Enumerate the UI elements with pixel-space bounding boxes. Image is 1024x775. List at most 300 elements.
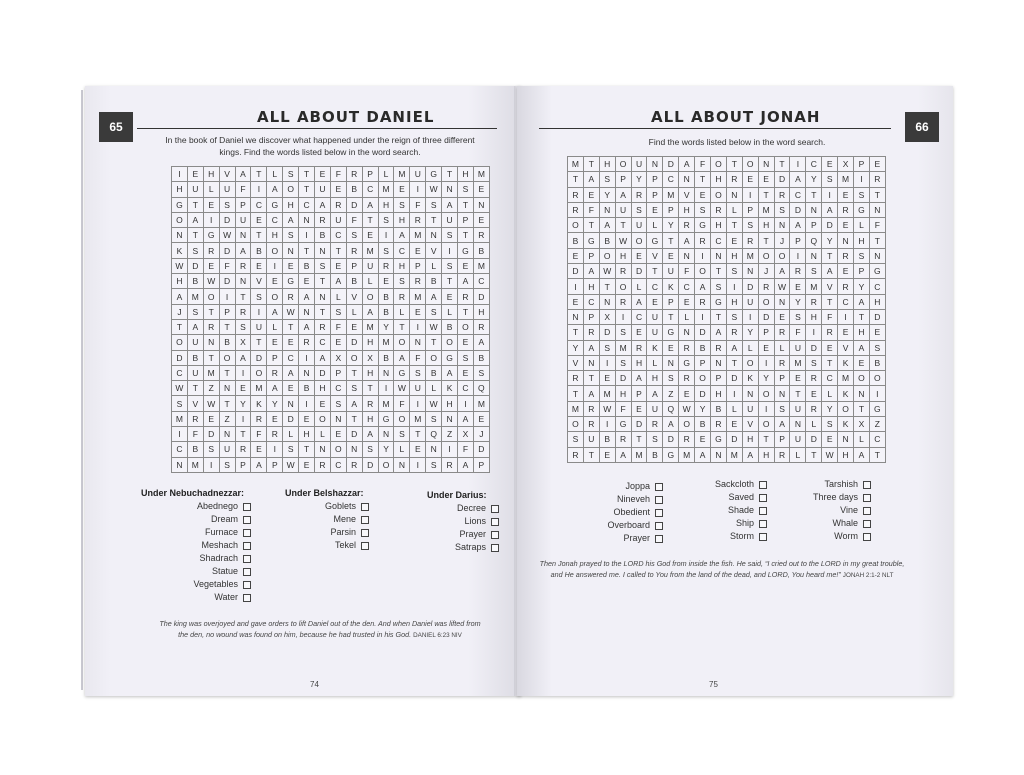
grid-letter: R <box>346 167 362 182</box>
grid-letter: H <box>711 172 727 187</box>
grid-letter: H <box>378 197 394 212</box>
checkbox-icon[interactable] <box>863 520 871 528</box>
word-label: Ship <box>735 518 754 528</box>
grid-letter: W <box>203 274 219 289</box>
grid-letter: O <box>679 417 695 432</box>
grid-letter: A <box>362 427 378 442</box>
grid-letter: R <box>711 202 727 217</box>
grid-letter: L <box>426 381 442 396</box>
grid-letter: P <box>631 386 647 401</box>
grid-letter: O <box>758 386 774 401</box>
grid-row <box>568 279 886 294</box>
grid-letter: P <box>219 304 235 319</box>
grid-letter: O <box>568 417 584 432</box>
grid-letter: E <box>378 274 394 289</box>
grid-letter: R <box>679 218 695 233</box>
grid-letter: I <box>742 309 758 324</box>
grid-letter: F <box>330 319 346 334</box>
word-search-grid <box>171 166 490 473</box>
intro-text: In the book of Daniel we discover what happened under the reign of three different kings. Find the words listed below in the word search. <box>165 135 475 157</box>
checkbox-icon[interactable] <box>863 533 871 541</box>
grid-letter: T <box>854 401 870 416</box>
checkbox-icon[interactable] <box>863 494 871 502</box>
grid-letter: D <box>473 289 489 304</box>
grid-letter: N <box>711 248 727 263</box>
checkbox-icon[interactable] <box>655 496 663 504</box>
grid-letter: N <box>806 248 822 263</box>
grid-letter: G <box>869 264 885 279</box>
grid-letter: N <box>283 243 299 258</box>
checkbox-icon[interactable] <box>863 507 871 515</box>
checkbox-icon[interactable] <box>759 481 767 489</box>
grid-letter: A <box>822 202 838 217</box>
checkbox-icon[interactable] <box>243 568 251 576</box>
grid-letter: M <box>394 167 410 182</box>
grid-letter: G <box>378 411 394 426</box>
word-label: Tekel <box>334 540 356 550</box>
grid-letter: N <box>838 432 854 447</box>
grid-letter: M <box>806 279 822 294</box>
grid-letter: O <box>172 212 188 227</box>
grid-letter: E <box>346 319 362 334</box>
grid-letter: T <box>822 248 838 263</box>
grid-letter: R <box>822 325 838 340</box>
grid-letter: E <box>410 243 426 258</box>
word-group-heading: Under Nebuchadnezzar: <box>141 488 245 498</box>
grid-letter: T <box>758 187 774 202</box>
grid-letter: G <box>679 355 695 370</box>
checkbox-icon[interactable] <box>361 542 369 550</box>
grid-letter: A <box>267 304 283 319</box>
grid-letter: R <box>838 248 854 263</box>
grid-letter: K <box>172 243 188 258</box>
grid-letter: O <box>362 289 378 304</box>
grid-letter: O <box>315 411 331 426</box>
grid-letter: A <box>695 279 711 294</box>
grid-row <box>172 335 490 350</box>
grid-letter: N <box>330 411 346 426</box>
grid-letter: I <box>251 304 267 319</box>
grid-letter: O <box>695 371 711 386</box>
word-list-item <box>455 515 499 528</box>
grid-letter: A <box>631 371 647 386</box>
grid-letter: L <box>442 304 458 319</box>
grid-letter: H <box>458 167 474 182</box>
grid-letter: R <box>615 432 631 447</box>
grid-letter: B <box>187 350 203 365</box>
grid-letter: L <box>203 182 219 197</box>
grid-letter: E <box>283 258 299 273</box>
grid-letter: S <box>869 340 885 355</box>
left-page <box>85 86 521 696</box>
grid-letter: O <box>774 248 790 263</box>
grid-letter: D <box>599 325 615 340</box>
grid-row <box>172 396 490 411</box>
grid-letter: B <box>378 304 394 319</box>
grid-letter: C <box>583 294 599 309</box>
grid-letter: A <box>854 294 870 309</box>
grid-letter: D <box>219 274 235 289</box>
grid-letter: P <box>458 212 474 227</box>
word-label: Satraps <box>454 542 486 552</box>
grid-letter: I <box>251 182 267 197</box>
grid-row <box>172 304 490 319</box>
grid-letter: N <box>315 442 331 457</box>
grid-letter: T <box>315 274 331 289</box>
checkbox-icon[interactable] <box>863 481 871 489</box>
word-label: Furnace <box>204 527 238 537</box>
grid-letter: M <box>790 355 806 370</box>
grid-letter: Y <box>378 442 394 457</box>
grid-letter: R <box>806 294 822 309</box>
grid-letter: I <box>410 182 426 197</box>
grid-letter: U <box>615 202 631 217</box>
grid-letter: T <box>854 309 870 324</box>
word-list-item <box>813 478 871 491</box>
grid-letter: F <box>583 202 599 217</box>
grid-letter: G <box>172 197 188 212</box>
checkbox-icon[interactable] <box>243 542 251 550</box>
grid-letter: S <box>822 172 838 187</box>
grid-letter: R <box>711 417 727 432</box>
checkbox-icon[interactable] <box>491 531 499 539</box>
grid-letter: I <box>172 427 188 442</box>
grid-letter: L <box>806 417 822 432</box>
page-footer-number: 74 <box>310 680 319 689</box>
checkbox-icon[interactable] <box>243 503 251 511</box>
grid-letter: E <box>758 172 774 187</box>
grid-letter: W <box>774 279 790 294</box>
grid-letter: E <box>283 335 299 350</box>
checkbox-icon[interactable] <box>655 522 663 530</box>
grid-letter: A <box>442 197 458 212</box>
grid-letter: A <box>251 457 267 472</box>
grid-letter: X <box>599 309 615 324</box>
grid-letter: P <box>806 218 822 233</box>
grid-letter: D <box>631 264 647 279</box>
grid-letter: I <box>458 396 474 411</box>
word-list-item <box>715 491 767 504</box>
grid-letter: T <box>283 319 299 334</box>
grid-letter: I <box>219 289 235 304</box>
checkbox-icon[interactable] <box>361 529 369 537</box>
grid-letter: R <box>838 279 854 294</box>
grid-letter: L <box>726 202 742 217</box>
grid-letter: P <box>235 197 251 212</box>
grid-letter: X <box>235 335 251 350</box>
word-label: Three days <box>812 492 858 502</box>
grid-letter: T <box>426 212 442 227</box>
word-list-item <box>193 526 251 539</box>
grid-letter: H <box>679 202 695 217</box>
grid-letter: O <box>742 355 758 370</box>
grid-letter: L <box>790 447 806 462</box>
checkbox-icon[interactable] <box>655 483 663 491</box>
grid-letter: P <box>663 294 679 309</box>
word-label: Shade <box>727 505 754 515</box>
checkbox-icon[interactable] <box>759 494 767 502</box>
grid-letter: E <box>679 294 695 309</box>
grid-letter: T <box>315 304 331 319</box>
grid-letter: S <box>219 457 235 472</box>
grid-letter: C <box>473 274 489 289</box>
grid-letter: W <box>599 264 615 279</box>
grid-letter: S <box>473 365 489 380</box>
checkbox-icon[interactable] <box>243 594 251 602</box>
checkbox-icon[interactable] <box>655 535 663 543</box>
grid-letter: O <box>599 248 615 263</box>
grid-letter: R <box>679 432 695 447</box>
grid-letter: S <box>283 167 299 182</box>
grid-letter: S <box>394 197 410 212</box>
checkbox-icon[interactable] <box>243 529 251 537</box>
checkbox-icon[interactable] <box>655 509 663 517</box>
grid-letter: H <box>442 396 458 411</box>
grid-letter: E <box>299 411 315 426</box>
grid-letter: E <box>458 365 474 380</box>
grid-letter: M <box>568 157 584 172</box>
grid-letter: C <box>458 381 474 396</box>
grid-letter: O <box>568 218 584 233</box>
grid-letter: D <box>283 411 299 426</box>
word-list <box>455 502 499 554</box>
grid-letter: S <box>187 304 203 319</box>
grid-letter: R <box>410 212 426 227</box>
grid-letter: H <box>647 371 663 386</box>
grid-letter: T <box>758 432 774 447</box>
word-list-item <box>193 552 251 565</box>
grid-letter: M <box>187 289 203 304</box>
checkbox-icon[interactable] <box>491 544 499 552</box>
grid-letter: E <box>599 371 615 386</box>
grid-letter: C <box>172 442 188 457</box>
grid-letter: L <box>774 340 790 355</box>
grid-letter: A <box>283 365 299 380</box>
grid-letter: N <box>758 157 774 172</box>
grid-letter: M <box>631 447 647 462</box>
grid-letter: E <box>473 212 489 227</box>
grid-letter: I <box>235 365 251 380</box>
grid-letter: T <box>726 218 742 233</box>
grid-letter: G <box>647 233 663 248</box>
grid-letter: P <box>410 258 426 273</box>
grid-letter: F <box>615 401 631 416</box>
grid-letter: S <box>695 202 711 217</box>
grid-letter: Y <box>568 340 584 355</box>
grid-letter: B <box>426 274 442 289</box>
word-list-item <box>715 478 767 491</box>
grid-letter: S <box>647 432 663 447</box>
grid-row <box>172 442 490 457</box>
grid-letter: U <box>631 218 647 233</box>
grid-letter: P <box>711 371 727 386</box>
grid-letter: N <box>315 289 331 304</box>
grid-letter: G <box>615 417 631 432</box>
word-label: Prayer <box>623 533 650 543</box>
grid-letter: P <box>346 258 362 273</box>
grid-letter: D <box>315 365 331 380</box>
grid-letter: Y <box>235 396 251 411</box>
grid-letter: T <box>346 411 362 426</box>
grid-letter: L <box>394 304 410 319</box>
grid-letter: E <box>394 182 410 197</box>
word-label: Abednego <box>196 501 238 511</box>
verse-text: Then Jonah prayed to the LORD his God from inside the fish. He said, “I cried out to the LORD in my great trouble, and He answered me. I called to You from the land of the dead, and LORD, You heard me!” <box>539 559 905 579</box>
word-label: Prayer <box>459 529 486 539</box>
grid-letter: A <box>854 447 870 462</box>
grid-letter: R <box>394 289 410 304</box>
grid-letter: L <box>854 218 870 233</box>
grid-letter: C <box>330 381 346 396</box>
grid-letter: Y <box>790 294 806 309</box>
grid-letter: U <box>251 319 267 334</box>
grid-letter: N <box>299 365 315 380</box>
grid-letter: N <box>235 274 251 289</box>
grid-letter: F <box>410 197 426 212</box>
word-label: Vine <box>840 505 858 515</box>
grid-letter: L <box>283 427 299 442</box>
grid-letter: C <box>394 243 410 258</box>
grid-letter: R <box>726 172 742 187</box>
grid-letter: T <box>869 447 885 462</box>
grid-letter: M <box>473 258 489 273</box>
grid-letter: V <box>346 289 362 304</box>
word-label: Overboard <box>607 520 650 530</box>
checkbox-icon[interactable] <box>243 581 251 589</box>
word-list-item <box>813 517 871 530</box>
word-list-item <box>813 504 871 517</box>
grid-row <box>568 325 886 340</box>
grid-letter: P <box>854 157 870 172</box>
grid-row <box>568 233 886 248</box>
word-list-item <box>193 539 251 552</box>
grid-letter: S <box>378 212 394 227</box>
grid-letter: Y <box>822 233 838 248</box>
grid-letter: T <box>695 172 711 187</box>
grid-letter: N <box>869 248 885 263</box>
word-list-item <box>607 532 663 545</box>
grid-letter: T <box>583 218 599 233</box>
grid-letter: O <box>283 182 299 197</box>
grid-letter: S <box>315 258 331 273</box>
grid-letter: R <box>679 340 695 355</box>
checkbox-icon[interactable] <box>491 505 499 513</box>
grid-letter: A <box>362 197 378 212</box>
checkbox-icon[interactable] <box>759 520 767 528</box>
checkbox-icon[interactable] <box>361 516 369 524</box>
grid-letter: A <box>267 381 283 396</box>
word-label: Nineveh <box>616 494 650 504</box>
grid-letter: H <box>711 218 727 233</box>
grid-letter: E <box>473 411 489 426</box>
intro-text: Find the words listed below in the word search. <box>648 137 826 147</box>
checkbox-icon[interactable] <box>243 516 251 524</box>
word-label: Meshach <box>201 540 238 550</box>
grid-letter: C <box>806 157 822 172</box>
grid-letter: E <box>251 442 267 457</box>
grid-letter: R <box>869 172 885 187</box>
grid-letter: D <box>774 172 790 187</box>
grid-letter: T <box>330 243 346 258</box>
grid-letter: W <box>219 228 235 243</box>
grid-letter: R <box>346 243 362 258</box>
grid-letter: R <box>583 325 599 340</box>
grid-letter: V <box>822 279 838 294</box>
grid-letter: E <box>869 157 885 172</box>
grid-row <box>568 187 886 202</box>
grid-letter: G <box>426 167 442 182</box>
grid-letter: C <box>251 197 267 212</box>
word-label: Dream <box>210 514 238 524</box>
grid-letter: E <box>838 325 854 340</box>
grid-letter: R <box>283 289 299 304</box>
grid-letter: H <box>806 309 822 324</box>
grid-letter: Z <box>663 386 679 401</box>
grid-letter: I <box>235 411 251 426</box>
grid-letter: Y <box>267 396 283 411</box>
grid-letter: N <box>299 304 315 319</box>
grid-letter: R <box>695 294 711 309</box>
grid-letter: S <box>442 228 458 243</box>
grid-letter: R <box>790 264 806 279</box>
grid-letter: I <box>299 396 315 411</box>
grid-letter: Z <box>219 411 235 426</box>
grid-letter: C <box>283 350 299 365</box>
grid-letter: P <box>267 457 283 472</box>
grid-letter: D <box>758 309 774 324</box>
grid-letter: B <box>378 350 394 365</box>
grid-letter: A <box>235 350 251 365</box>
checkbox-icon[interactable] <box>361 503 369 511</box>
grid-letter: N <box>711 447 727 462</box>
checkbox-icon[interactable] <box>759 533 767 541</box>
word-list-item <box>813 530 871 543</box>
grid-letter: O <box>442 335 458 350</box>
grid-letter: P <box>235 457 251 472</box>
grid-letter: S <box>631 202 647 217</box>
grid-letter: U <box>647 325 663 340</box>
grid-letter: E <box>442 289 458 304</box>
grid-letter: T <box>394 319 410 334</box>
grid-letter: O <box>458 319 474 334</box>
grid-letter: H <box>172 182 188 197</box>
grid-letter: U <box>410 167 426 182</box>
grid-letter: S <box>219 197 235 212</box>
grid-letter: R <box>442 457 458 472</box>
grid-letter: D <box>219 243 235 258</box>
grid-letter: I <box>442 442 458 457</box>
grid-row <box>172 212 490 227</box>
checkbox-icon[interactable] <box>243 555 251 563</box>
word-list-item <box>193 513 251 526</box>
grid-letter: H <box>394 258 410 273</box>
checkbox-icon[interactable] <box>491 518 499 526</box>
grid-letter: R <box>267 427 283 442</box>
grid-letter: S <box>426 457 442 472</box>
grid-letter: T <box>362 381 378 396</box>
checkbox-icon[interactable] <box>759 507 767 515</box>
grid-letter: O <box>711 157 727 172</box>
grid-letter: A <box>458 274 474 289</box>
grid-letter: H <box>742 432 758 447</box>
word-label: Vegetables <box>193 579 238 589</box>
grid-letter: S <box>410 365 426 380</box>
grid-letter: S <box>458 350 474 365</box>
grid-letter: L <box>647 218 663 233</box>
grid-letter: U <box>583 432 599 447</box>
word-label: Obedient <box>613 507 650 517</box>
grid-letter: N <box>679 172 695 187</box>
